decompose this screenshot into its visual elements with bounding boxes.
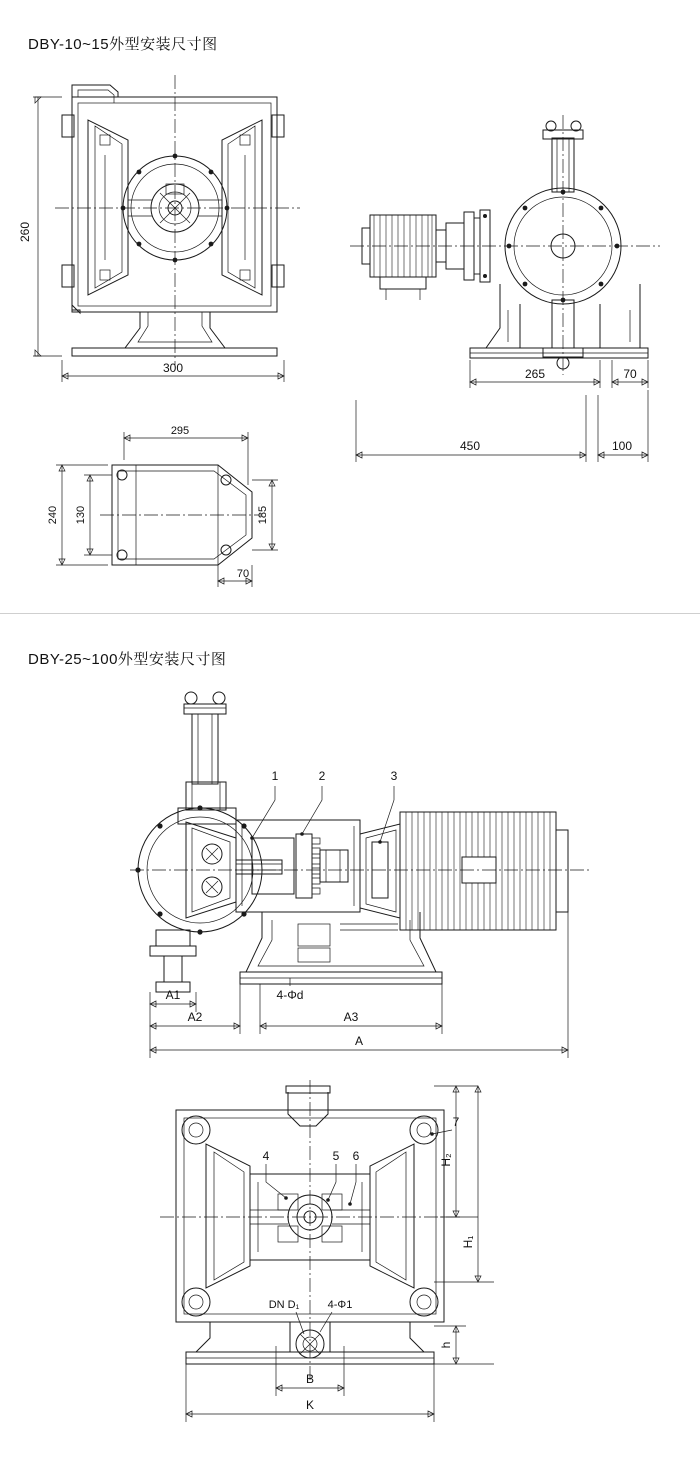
- callout-3: 3: [390, 769, 398, 783]
- dim-label-70-side: 70: [623, 367, 637, 381]
- dim-label-450: 450: [459, 439, 481, 453]
- dim-label-4-phi-d: 4-Φd: [276, 988, 304, 1002]
- dim-label-295: 295: [170, 425, 190, 437]
- callout-7: 7: [452, 1115, 460, 1129]
- dim-label-a: A: [354, 1034, 364, 1048]
- dim-label-240: 240: [47, 505, 59, 525]
- callout-6: 6: [352, 1149, 360, 1163]
- dim-label-a3: A3: [343, 1010, 359, 1024]
- callout-5: 5: [332, 1149, 340, 1163]
- dim-label-k: K: [305, 1398, 315, 1412]
- callout-2: 2: [318, 769, 326, 783]
- dim-label-h1: H₁: [461, 1235, 475, 1249]
- dim-label-h: h: [439, 1341, 453, 1349]
- dim-label-260: 260: [18, 221, 32, 243]
- callout-1: 1: [271, 769, 279, 783]
- dby-10-15-drawing: [0, 60, 700, 660]
- dim-label-100: 100: [611, 439, 633, 453]
- dim-label-b: B: [305, 1372, 315, 1386]
- section-divider: [0, 613, 700, 614]
- dim-label-185: 185: [257, 505, 269, 525]
- dim-label-300: 300: [162, 361, 184, 375]
- dim-label-130: 130: [75, 505, 87, 525]
- assembly-front-view: [160, 1080, 494, 1422]
- section-title-dby-10-15: DBY-10~15外型安装尺寸图: [28, 36, 218, 53]
- dim-label-a1: A1: [165, 988, 181, 1002]
- side-view: [350, 115, 660, 462]
- top-view: [47, 425, 278, 587]
- dim-label-70-top: 70: [236, 568, 250, 580]
- front-view: [18, 75, 300, 382]
- dim-label-dn-d1: DN D₁: [268, 1299, 300, 1311]
- dby-25-100-drawing: [0, 682, 700, 1472]
- dim-label-4-phi-1: 4-Φ1: [327, 1299, 353, 1311]
- dim-label-265: 265: [524, 367, 546, 381]
- assembly-side-view: [130, 692, 592, 1058]
- dim-label-a2: A2: [187, 1010, 203, 1024]
- dim-label-h2: H₂: [439, 1153, 453, 1167]
- callout-4: 4: [262, 1149, 270, 1163]
- section-title-dby-25-100: DBY-25~100外型安装尺寸图: [28, 651, 227, 668]
